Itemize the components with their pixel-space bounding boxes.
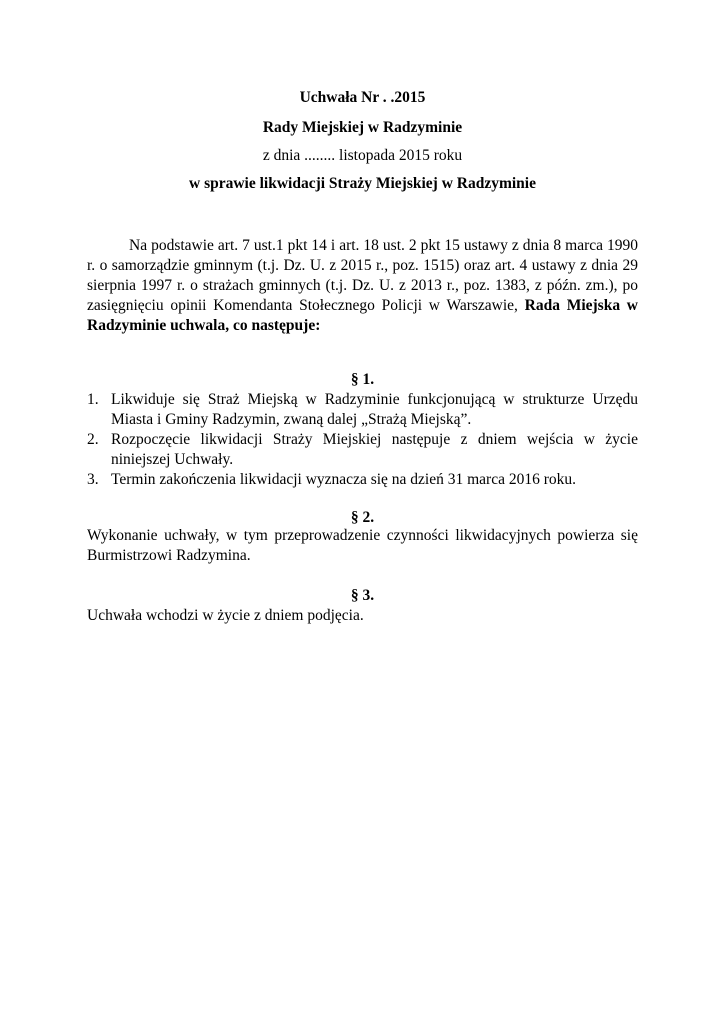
resolution-subject: w sprawie likwidacji Straży Miejskiej w Radzyminie [189,175,536,192]
council-name: Rady Miejskiej w Radzyminie [262,119,463,136]
list-item-number: 1. [87,391,99,408]
section-2-title: § 2. [350,509,375,526]
list-item [87,470,638,490]
preamble-paragraph [87,236,638,336]
list-item-number: 3. [87,471,99,488]
resolution-date: z dnia ........ listopada 2015 roku [262,147,463,164]
preamble-bold-text: Rada Miejska w Radzyminie uchwala, co następuje: [87,297,638,334]
list-item-text: Likwiduje się Straż Miejską w Radzyminie funkcjonującą w strukturze Urzędu Miasta i Gminy Radzymin, zwaną dalej „Strażą Miejską”. [111,391,638,428]
list-item [87,390,638,430]
preamble-text: Na podstawie art. 7 ust.1 pkt 14 i art. 18 ust. 2 pkt 15 ustawy z dnia 8 marca 1990 r. o samorządzie gminnym (t.j. Dz. U. z 2015 r., poz. 1515) oraz art. 4 ustawy z dnia 29 sierpnia 1997 r. o strażach gminnych (t.j. Dz. U. z 2013 r., poz. 1383, z późn. zm.), po zasięgnięciu opinii Komendanta Stołecznego Policji w Warszawie, [87,237,638,314]
section-3-title: § 3. [350,587,375,604]
section-3-text: Uchwała wchodzi w życie z dniem podjęcia. [87,607,364,624]
list-item-text: Rozpoczęcie likwidacji Straży Miejskiej następuje z dniem wejścia w życie niniejszej Uchwały. [111,431,638,468]
section-1-title: § 1. [350,371,375,388]
section-1-list [87,390,638,490]
resolution-title: Uchwała Nr . .2015 [299,89,426,106]
preamble [87,236,638,336]
section-2-text: Wykonanie uchwały, w tym przeprowadzenie czynności likwidacyjnych powierza się Burmistrzowi Radzymina. [87,527,638,564]
list-item [87,430,638,470]
list-item-number: 2. [87,431,99,448]
list-item-text: Termin zakończenia likwidacji wyznacza się na dzień 31 marca 2016 roku. [111,471,577,488]
